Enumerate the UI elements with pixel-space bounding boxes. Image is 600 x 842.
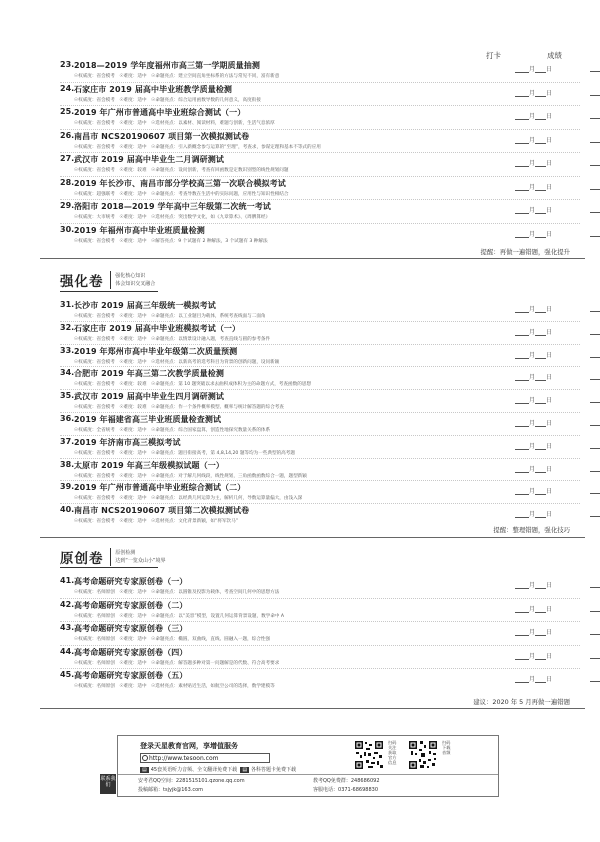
exam-number: 34. <box>60 368 75 378</box>
month-label: 月 <box>529 328 536 336</box>
punch-date-field[interactable] <box>515 135 552 144</box>
qr-code-icon[interactable] <box>408 740 438 770</box>
month-blank[interactable] <box>515 510 529 518</box>
score-blank[interactable] <box>590 587 600 588</box>
row-separator <box>60 129 580 130</box>
day-blank[interactable] <box>535 183 546 191</box>
month-blank[interactable] <box>515 328 529 336</box>
day-label: 日 <box>546 465 553 473</box>
exam-number: 28. <box>60 177 75 187</box>
score-blank[interactable] <box>590 334 600 335</box>
score-blank[interactable] <box>590 212 600 213</box>
day-blank[interactable] <box>535 487 546 495</box>
exam-meta: ☉权威度：名师原创 ☉难度：适中 ☉选材亮点：素材贴近生活，如航空公司的选择，数学建模等 <box>74 684 275 689</box>
row-separator <box>60 105 580 106</box>
score-blank[interactable] <box>590 71 600 72</box>
month-label: 月 <box>529 511 536 519</box>
group3-tip: 建议：2020 年 5 月再做一遍错题 <box>473 698 570 706</box>
exam-meta: ☉权威度：省会模考 ☉难度：适中 ☉命题亮点：以情景设计融入题，考查直线与圆的参考条件 <box>74 336 271 342</box>
month-label: 月 <box>529 230 536 238</box>
punch-date-field[interactable] <box>515 674 552 683</box>
row-separator <box>60 176 580 177</box>
exam-title: 2019 年济南市高三模拟考试 <box>74 437 181 447</box>
punch-date-field[interactable] <box>515 182 552 191</box>
exam-title: 高考命题研究专家原创卷（二） <box>74 600 188 610</box>
day-label: 日 <box>546 66 553 73</box>
day-label: 日 <box>546 351 553 359</box>
section-underline <box>60 567 158 568</box>
day-blank[interactable] <box>535 581 546 589</box>
month-label: 月 <box>529 351 536 359</box>
section-divider <box>40 258 585 259</box>
exam-number: 40. <box>60 505 75 515</box>
day-label: 日 <box>546 511 553 519</box>
month-label: 月 <box>529 183 536 191</box>
day-blank[interactable] <box>535 89 546 97</box>
audio-download-text: 套英语听力音频、全文翻译免费下载 <box>157 767 238 773</box>
exam-title: 2019 年长沙市、南昌市部分学校高三第一次联合模拟考试 <box>74 178 286 188</box>
row-separator <box>60 435 580 436</box>
month-blank[interactable] <box>515 605 529 613</box>
exam-title: 合肥市 2019 年高三第二次教学质量检测 <box>74 369 224 379</box>
day-label: 日 <box>546 374 553 382</box>
exam-meta: ☉权威度：全省统考 ☉难度：适中 ☉命题亮点：综合国家盘算，创造性地探究数量关系的体系 <box>74 428 271 433</box>
exam-number: 42. <box>60 599 75 609</box>
section-subtitle <box>115 272 155 288</box>
month-blank[interactable] <box>515 305 529 313</box>
day-label: 日 <box>546 605 553 613</box>
exam-title: 2018—2019 学年度福州市高三第一学期质量抽测 <box>74 61 260 70</box>
email-label: 投稿邮箱： <box>138 787 164 793</box>
column-header-score: 成绩 <box>547 51 562 60</box>
row-separator <box>60 668 580 669</box>
row-separator <box>60 82 580 83</box>
section-header-yuanchuang <box>60 547 165 567</box>
exam-item <box>60 670 580 695</box>
answer-card-text: 各科答题卡免费下载 <box>251 767 297 773</box>
day-blank[interactable] <box>535 465 546 473</box>
month-label: 月 <box>529 652 536 660</box>
score-blank[interactable] <box>590 658 600 659</box>
month-blank[interactable] <box>515 159 529 167</box>
exam-meta: ☉权威度：名师原创 ☉难度：适中 ☉命题亮点：椭圆，双曲线，直线、圆融入一题，综合性强 <box>74 637 271 642</box>
month-label: 月 <box>529 488 536 496</box>
day-label: 日 <box>546 397 553 405</box>
day-label: 日 <box>546 442 553 450</box>
exam-meta: ☉权威度：超强联考 ☉难度：适中 ☉命题亮点：考查导数在生活中的实际问题，应用性与知识性相结合 <box>74 191 289 197</box>
exam-number: 25. <box>60 107 75 116</box>
month-label: 月 <box>529 676 536 683</box>
globe-icon <box>142 755 148 761</box>
day-label: 日 <box>546 230 553 238</box>
month-blank[interactable] <box>515 581 529 589</box>
row-separator <box>60 321 580 322</box>
month-label: 月 <box>529 306 536 313</box>
exam-number: 38. <box>60 459 75 469</box>
section-underline <box>60 291 158 292</box>
month-label: 月 <box>529 89 536 97</box>
group2-tip: 提醒：整理错题，强化技巧 <box>493 526 570 534</box>
day-blank[interactable] <box>535 419 546 427</box>
score-blank[interactable] <box>590 142 600 143</box>
row-separator <box>60 389 580 390</box>
exam-number: 30. <box>60 224 75 234</box>
email-value[interactable]: tsjyjk@163.com <box>163 787 204 793</box>
day-label: 日 <box>546 328 553 336</box>
day-label: 日 <box>546 160 553 167</box>
day-blank[interactable] <box>535 510 546 518</box>
row-separator <box>60 223 580 224</box>
footer-box <box>100 735 499 797</box>
section-title: 强化卷 <box>60 274 104 290</box>
month-blank[interactable] <box>515 112 529 120</box>
month-label: 月 <box>529 374 536 382</box>
day-blank[interactable] <box>535 112 546 120</box>
day-blank[interactable] <box>535 230 546 238</box>
month-blank[interactable] <box>515 628 529 636</box>
day-label: 日 <box>546 207 553 214</box>
exam-title: 太原市 2019 年高三年级模拟试题（一） <box>74 460 224 470</box>
exam-meta: ☉权威度：大市统考 ☉难度：适中 ☉选材亮点：突出数学文化，如《九章算术》、《周髀算经》 <box>74 215 271 220</box>
exam-meta: ☉权威度：省会模考 ☉难度：适中 ☉选材亮点：以素材、阅读材料，难题与创新，生活气息浓厚 <box>74 121 275 126</box>
contact-tag: 联系我们 <box>100 774 116 794</box>
day-blank[interactable] <box>535 65 546 73</box>
exam-title: 2019 年郑州市高中毕业年级第二次质量预测 <box>74 346 238 356</box>
day-label: 日 <box>546 629 553 636</box>
exam-meta: ☉权威度：省会模考 ☉难度：适中 ☉命题亮点：综合运用函数导数的几何意义，高度衔接 <box>74 97 261 103</box>
day-blank[interactable] <box>535 396 546 404</box>
exam-meta: ☉权威度：省会模考 ☉难度：适中 ☉命题亮点：建立空间直角坐标系的方法与常见不同，富有新意 <box>74 74 280 79</box>
day-label: 日 <box>546 488 553 496</box>
month-label: 月 <box>529 629 536 636</box>
month-label: 月 <box>529 136 536 144</box>
day-blank[interactable] <box>535 675 546 683</box>
exam-title: 高考命题研究专家原创卷（一） <box>74 577 188 586</box>
day-blank[interactable] <box>535 206 546 214</box>
footer-title: 登录天星教育官网，享增值服务 <box>140 742 238 750</box>
score-blank[interactable] <box>590 236 600 237</box>
month-blank[interactable] <box>515 230 529 238</box>
section-bar <box>110 548 111 566</box>
exam-title: 2019 年福建省高三毕业班质量检查测试 <box>74 415 222 424</box>
section-subtitle <box>115 549 165 565</box>
exam-title: 石家庄市 2019 届高中毕业班模拟考试（一） <box>74 323 241 333</box>
phone-label: 客服电话： <box>313 787 339 793</box>
day-label: 日 <box>546 89 553 97</box>
month-label: 月 <box>529 397 536 405</box>
exam-meta: ☉权威度：省会模考 ☉难度：适中 ☉选材亮点：以新高考的选考科目为背景的创新问题，设问新颖 <box>74 359 280 365</box>
section-sub-line1: 强化核心知识 <box>115 273 146 279</box>
exam-number: 32. <box>60 322 75 332</box>
punch-date-field[interactable] <box>515 604 552 613</box>
score-blank[interactable] <box>590 681 600 682</box>
month-label: 月 <box>529 66 536 73</box>
exam-meta: ☉权威度：省会模考 ☉难度：适中 ☉命题亮点：题目衔接高考，第 4,8,14,20 题等均为一些典型的高考题 <box>74 450 295 456</box>
score-blank[interactable] <box>590 402 600 403</box>
month-label: 月 <box>529 442 536 450</box>
month-blank[interactable] <box>515 136 529 144</box>
row-separator <box>60 412 580 413</box>
row-separator <box>60 366 580 367</box>
row-separator <box>60 458 580 459</box>
month-blank[interactable] <box>515 419 529 427</box>
exam-title: 2019 年广州市普通高中毕业班综合测试（一） <box>74 108 246 117</box>
exam-title: 高考命题研究专家原创卷（五） <box>74 671 188 680</box>
exam-title: 洛阳市 2018—2019 学年高中三年级第二次统一考试 <box>74 202 271 211</box>
day-blank[interactable] <box>535 351 546 359</box>
score-blank[interactable] <box>590 425 600 426</box>
exam-number: 33. <box>60 345 75 355</box>
month-blank[interactable] <box>515 183 529 191</box>
exam-title: 高考命题研究专家原创卷（四） <box>74 647 188 657</box>
exam-title: 石家庄市 2019 届高中毕业班教学质量检测 <box>74 84 233 94</box>
qq-value[interactable]: 2281515101.qzone.qq.com <box>175 778 245 784</box>
exam-title: 南昌市 NCS20190607 项目第一次模拟测试卷 <box>74 131 250 141</box>
footer-divider <box>118 774 498 775</box>
contact-row-2 <box>138 786 378 793</box>
day-blank[interactable] <box>535 328 546 336</box>
row-separator <box>60 621 580 622</box>
exam-title: 武汉市 2019 届高中毕业生四月调研测试 <box>74 392 224 402</box>
exam-meta: ☉权威度：省会模考 ☉难度：适中 ☉选材亮点：文化背景新颖，如“将军饮马” <box>74 519 239 525</box>
exam-meta: ☉权威度：省会模考 ☉难度：较难 ☉命题亮点：设问创新，考查有回函数是定数识别型的线性规划问题 <box>74 168 289 173</box>
month-label: 月 <box>529 160 536 167</box>
row-separator <box>60 480 580 481</box>
month-blank[interactable] <box>515 396 529 404</box>
punch-date-field[interactable] <box>515 229 552 238</box>
day-label: 日 <box>546 113 553 120</box>
section-divider <box>40 708 585 709</box>
score-blank[interactable] <box>590 165 600 166</box>
punch-date-field[interactable] <box>515 205 552 214</box>
punch-date-field[interactable] <box>515 111 552 120</box>
row-separator <box>60 503 580 504</box>
row-separator <box>60 598 580 599</box>
website-url-box[interactable] <box>140 753 270 763</box>
score-blank[interactable] <box>590 357 600 358</box>
exam-number: 27. <box>60 154 75 163</box>
qq-label: 安考君QQ空间： <box>138 778 176 784</box>
exam-item <box>60 225 580 250</box>
exam-number: 26. <box>60 130 75 140</box>
punch-date-field[interactable] <box>515 580 552 589</box>
punch-date-field[interactable] <box>515 350 552 359</box>
score-blank[interactable] <box>590 118 600 119</box>
score-blank[interactable] <box>590 611 600 612</box>
punch-date-field[interactable] <box>515 486 552 495</box>
punch-date-field[interactable] <box>515 627 552 636</box>
month-blank[interactable] <box>515 675 529 683</box>
punch-date-field[interactable] <box>515 327 552 336</box>
month-blank[interactable] <box>515 89 529 97</box>
exam-number: 29. <box>60 201 75 210</box>
month-label: 月 <box>529 465 536 473</box>
score-blank[interactable] <box>590 379 600 380</box>
exam-meta: ☉权威度：名师原创 ☉难度：适中 ☉命题亮点：以“美容”模型，设置几何运算背景设题，数学命中 A <box>74 613 285 619</box>
month-label: 月 <box>529 113 536 120</box>
exam-number: 41. <box>60 576 75 585</box>
exam-number: 39. <box>60 482 75 492</box>
punch-date-field[interactable] <box>515 395 552 404</box>
day-blank[interactable] <box>535 136 546 144</box>
score-blank[interactable] <box>590 95 600 96</box>
punch-date-field[interactable] <box>515 88 552 97</box>
month-blank[interactable] <box>515 206 529 214</box>
score-blank[interactable] <box>590 493 600 494</box>
column-header-punch: 打卡 <box>486 51 501 60</box>
month-blank[interactable] <box>515 373 529 381</box>
day-blank[interactable] <box>535 159 546 167</box>
section-bar <box>110 271 111 289</box>
month-blank[interactable] <box>515 487 529 495</box>
exam-number: 35. <box>60 391 75 401</box>
section-divider <box>40 537 585 538</box>
exam-meta: ☉权威度：省会模考 ☉难度：适中 ☉命题亮点：以工业题目为载体，系统考查线面与二面角 <box>74 314 266 319</box>
month-blank[interactable] <box>515 65 529 73</box>
day-blank[interactable] <box>535 373 546 381</box>
day-label: 日 <box>546 136 553 144</box>
section-sub-line1: 原创检测 <box>115 550 136 556</box>
contact-row-1 <box>138 777 380 784</box>
download-info <box>140 766 296 773</box>
answer-card-icon: ▤ <box>242 767 248 773</box>
punch-date-field[interactable] <box>515 158 552 167</box>
qr1-caption: 扫码关注获取官方信息 <box>388 740 397 765</box>
day-label: 日 <box>546 676 553 683</box>
exam-meta: ☉权威度：名师原创 ☉难度：适中 ☉命题亮点：解答题多种对第一问题解是的代数、符合高考要求 <box>74 660 280 666</box>
score-blank[interactable] <box>590 634 600 635</box>
exam-number: 36. <box>60 414 75 423</box>
day-blank[interactable] <box>535 652 546 660</box>
exam-title: 长沙市 2019 届高三年级统一模拟考试 <box>74 301 216 310</box>
day-blank[interactable] <box>535 442 546 450</box>
month-blank[interactable] <box>515 442 529 450</box>
exam-meta: ☉权威度：名师原创 ☉难度：适中 ☉命题亮点：以圆锥及投影为载体，考查空间几何中的思想方法 <box>74 590 280 595</box>
month-label: 月 <box>529 207 536 214</box>
month-label: 月 <box>529 420 536 427</box>
exam-number: 45. <box>60 670 75 679</box>
month-blank[interactable] <box>515 351 529 359</box>
qqgroup-value: 248686092 <box>350 778 380 784</box>
row-separator <box>60 344 580 345</box>
qr-code-icon[interactable] <box>354 740 384 770</box>
punch-date-field[interactable] <box>515 64 552 73</box>
section-sub-line2: 达到“一览众山小”境界 <box>115 558 166 564</box>
score-blank[interactable] <box>590 189 600 190</box>
section-header-qianghua <box>60 270 155 290</box>
punch-date-field[interactable] <box>515 304 552 313</box>
punch-date-field[interactable] <box>515 441 552 450</box>
day-label: 日 <box>546 183 553 191</box>
month-blank[interactable] <box>515 652 529 660</box>
day-label: 日 <box>546 582 553 589</box>
exam-meta: ☉权威度：省会模考 ☉难度：较难 ☉命题亮点：作一个条件概率模型、概率与统计解答题的综合考查 <box>74 405 284 411</box>
exam-number: 44. <box>60 646 75 656</box>
exam-meta: ☉权威度：省会模考 ☉难度：适中 ☉命题亮点：以经典几何运算为主，解析几何，导数运算量偏大，由浅入深 <box>74 496 303 502</box>
phone-value: 0371-68698830 <box>338 787 378 793</box>
exam-number: 37. <box>60 436 75 446</box>
punch-date-field[interactable] <box>515 509 552 518</box>
score-blank[interactable] <box>590 448 600 449</box>
exam-title: 2019 年福州市高中毕业班质量检测 <box>74 225 205 235</box>
row-separator <box>60 199 580 200</box>
exam-number: 43. <box>60 623 75 632</box>
qr2-caption: 扫码下载音频 <box>442 740 451 755</box>
exam-title: 2019 年广州市普通高中毕业班综合测试（二） <box>74 483 246 493</box>
book-icon: ▤ <box>142 767 147 773</box>
day-blank[interactable] <box>535 605 546 613</box>
section-title: 原创卷 <box>60 551 104 567</box>
exam-number: 24. <box>60 83 75 93</box>
exam-meta: ☉权威度：省会模考 ☉难度：适中 ☉命题亮点：对于解几何线段，线性规划，三角函数函数综合一题，题型新颖 <box>74 473 307 479</box>
exam-title: 南昌市 NCS20190607 项目第二次模拟测试卷 <box>74 506 250 516</box>
punch-date-field[interactable] <box>515 418 552 427</box>
exam-meta: ☉权威度：省会模考 ☉难度：较难 ☉命题亮点：第 10 题突破以求去曲积成体积为主的命题方式，考查函数的思想 <box>74 382 312 388</box>
punch-date-field[interactable] <box>515 651 552 660</box>
day-label: 日 <box>546 652 553 660</box>
score-blank[interactable] <box>590 471 600 472</box>
punch-date-field[interactable] <box>515 372 552 381</box>
row-separator <box>60 645 580 646</box>
day-blank[interactable] <box>535 628 546 636</box>
exam-number: 23. <box>60 60 75 69</box>
month-label: 月 <box>529 582 536 589</box>
website-url[interactable]: http://www.tesoon.com <box>149 755 219 762</box>
score-blank[interactable] <box>590 516 600 517</box>
month-blank[interactable] <box>515 465 529 473</box>
exam-meta: ☉权威度：省会模考 ☉难度：适中 ☉解答亮点：9 个试题有 2 种解法，3 个试题有 3 种解法 <box>74 238 268 244</box>
exam-title: 高考命题研究专家原创卷（三） <box>74 624 188 633</box>
qqgroup-label: 教考QQ免费群： <box>313 778 351 784</box>
day-label: 日 <box>546 420 553 427</box>
day-blank[interactable] <box>535 305 546 313</box>
month-label: 月 <box>529 605 536 613</box>
exam-title: 武汉市 2019 届高中毕业生二月调研测试 <box>74 155 224 164</box>
row-separator <box>60 152 580 153</box>
section-sub-line2: 体会知识交叉融合 <box>115 281 156 287</box>
exam-meta: ☉权威度：省会模考 ☉难度：适中 ☉命题亮点：引入新概念参与运算的“至理”，考查求，参谋定理和基本不等式的应用 <box>74 144 321 150</box>
exam-number: 31. <box>60 300 75 309</box>
score-blank[interactable] <box>590 311 600 312</box>
group1-tip: 提醒：再做一遍错题，强化提升 <box>480 248 570 256</box>
audio-count: 45 <box>150 767 158 773</box>
day-label: 日 <box>546 306 553 313</box>
punch-date-field[interactable] <box>515 464 552 473</box>
